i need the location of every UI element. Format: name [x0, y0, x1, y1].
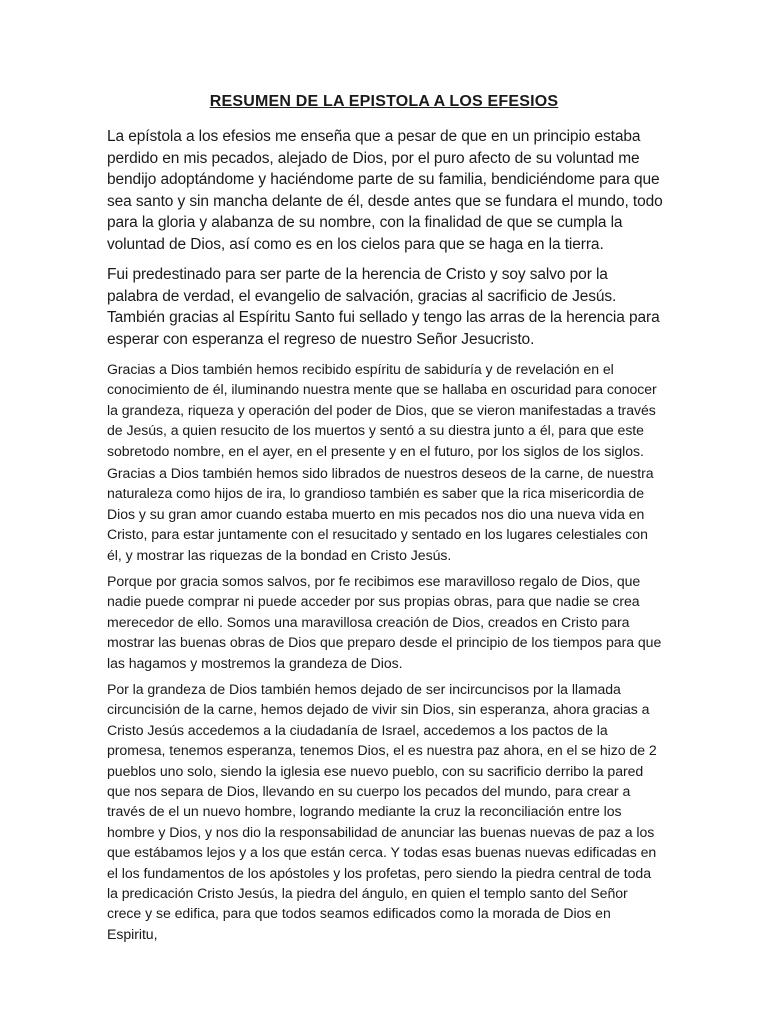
paragraph-grace: Porque por gracia somos salvos, por fe recibimos ese maravilloso regalo de Dios, que nadie puede comprar ni puede acceder por sus propias obras, para que nadie se crea merecedor de ello. Somos una maravillosa creación de Dios, creados en Cristo para mostrar las buenas obras de Dios que preparo desde el principio de los tiempos para que las hagamos y mostremos la grandeza de Dios.: [107, 573, 662, 671]
paragraph-intro: La epístola a los efesios me enseña que a pesar de que en un principio estaba perdido en mis pecados, alejado de Dios, por el puro afecto de su voluntad me bendijo adoptándome y haciéndome parte de su familia, bendiciéndome para que sea santo y sin mancha delante de él, desde antes que se fundara el mundo, todo para la gloria y alabanza de su nombre, con la finalidad de que se cumpla la voluntad de Dios, así como es en los cielos para que se haga en la tierra.: [107, 128, 663, 253]
paragraph-freedom: Gracias a Dios también hemos sido librados de nuestros deseos de la carne, de nuestra naturaleza como hijos de ira, lo grandioso también es saber que la rica misericordia de Dios y su gran amor cuando estaba muerto en mis pecados nos dio una nueva vida en Cristo, para estar juntamente con el resucitado y sentado en los lugares celestiales con él, y mostrar las riquezas de la bondad en Cristo Jesús.: [107, 465, 654, 563]
paragraph-reconciliation: Por la grandeza de Dios también hemos dejado de ser incircuncisos por la llamada circuncisión de la carne, hemos dejado de vivir sin Dios, sin esperanza, ahora gracias a Cristo Jesús accedemos a la ciudadanía de Israel, accedemos a los pactos de la promesa, tenemos esperanza, tenemos Dios, el es nuestra paz ahora, en el se hizo de 2 pueblos uno solo, siendo la iglesia ese nuevo pueblo, con su sacrificio derribo la pared que nos separa de Dios, llevando en su cuerpo los pecados del mundo, para crear a través de el un nuevo hombre, logrando mediante la cruz la reconciliación entre los hombre y Dios, y nos dio la responsabilidad de anunciar las buenas nuevas de paz a los que estábamos lejos y a los que están cerca. Y todas esas buenas nuevas edificadas en el los fundamentos de los apóstoles y los profetas, pero siendo la piedra central de toda la predicación Cristo Jesús, la piedra del ángulo, en quien el templo santo del Señor crece y se edifica, para que todos seamos edificados como la morada de Dios en Espiritu,: [107, 681, 657, 942]
paragraph-wisdom: Gracias a Dios también hemos recibido espíritu de sabiduría y de revelación en el conocimiento de él, iluminando nuestra mente que se hallaba en oscuridad para conocer la grandeza, riqueza y operación del poder de Dios, que se vieron manifestadas a través de Jesús, a quien resucito de los muertos y sentó a su diestra junto a él, para que este sobretodo nombre, en el ayer, en el presente y en el futuro, por los siglos de los siglos.: [107, 361, 657, 459]
paragraph-predestination: Fui predestinado para ser parte de la herencia de Cristo y soy salvo por la palabra de verdad, el evangelio de salvación, gracias al sacrificio de Jesús. También gracias al Espíritu Santo fui sellado y tengo las arras de la herencia para esperar con esperanza el regreso de nuestro Señor Jesucristo.: [107, 266, 660, 348]
document-title: RESUMEN DE LA EPISTOLA A LOS EFESIOS: [209, 93, 559, 110]
